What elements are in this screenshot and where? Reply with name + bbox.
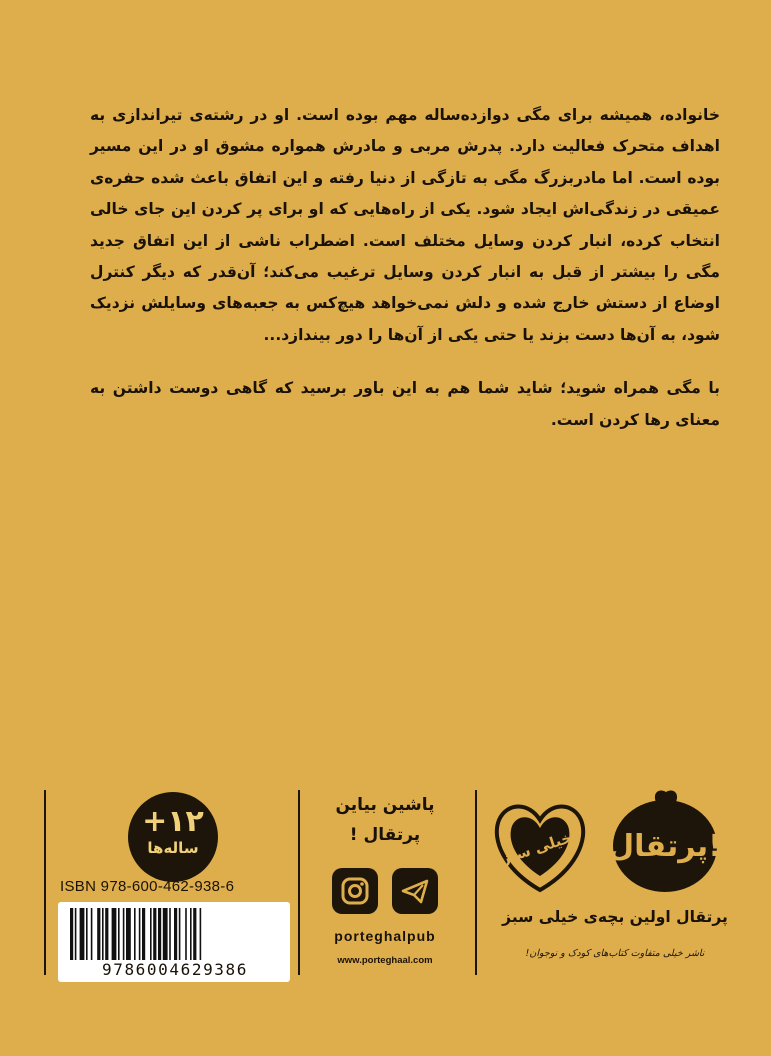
- blurb-paragraph-2: با مگی همراه شوید؛ شاید شما هم به این باور برسید که گاهی دوست داشتن به معنای رها کردن است.: [90, 379, 720, 429]
- porteghal-logo-icon: [596, 786, 734, 898]
- barcode-bar: [70, 908, 73, 960]
- khili-sabz-logo-icon: [485, 790, 595, 900]
- barcode-bar: [112, 908, 117, 960]
- divider: [44, 790, 46, 975]
- age-badge: [128, 792, 218, 882]
- barcode-bar: [150, 908, 152, 960]
- barcode-bar: [134, 908, 136, 960]
- barcode-bar: [86, 908, 88, 960]
- brand-subtagline: ناشر خیلی متفاوت کتاب‌های کودک و نوجوان!: [525, 948, 705, 959]
- barcode-bar: [190, 908, 192, 960]
- barcode-bar: [139, 908, 141, 960]
- barcode-bar: [193, 908, 196, 960]
- barcode-bar: [179, 908, 181, 960]
- barcode-bar: [105, 908, 108, 960]
- divider: [475, 790, 477, 975]
- social-title-line-1: پاشین بیاین: [335, 795, 435, 815]
- barcode-bar: [158, 908, 161, 960]
- back-cover-blurb: [90, 100, 720, 436]
- logo-text: پرتقال!: [608, 829, 722, 864]
- barcode-bar: [118, 908, 120, 960]
- telegram-icon[interactable]: [392, 868, 438, 914]
- barcode-bar: [102, 908, 104, 960]
- sublogo-text: خیلی سبز!: [498, 826, 581, 869]
- barcode-bar: [185, 908, 187, 960]
- website-link[interactable]: www.porteghaal.com: [337, 955, 433, 966]
- barcode-bar: [97, 908, 100, 960]
- barcode-bar: [174, 908, 177, 960]
- barcode-bar: [163, 908, 168, 960]
- age-number: +۱۲: [142, 804, 204, 839]
- barcode-bar: [153, 908, 156, 960]
- social-handle[interactable]: porteghalpub: [334, 928, 436, 944]
- barcode-bar: [80, 908, 85, 960]
- barcode-bar: [142, 908, 145, 960]
- barcode-bar: [169, 908, 171, 960]
- barcode-digits: 9786004629386: [64, 960, 286, 979]
- blurb-paragraph-1: خانواده، همیشه برای مگی دوازده‌ساله مهم بوده است. او در رشته‌ی تیراندازی به اهداف متحرک فعالیت دارد. پدرش مربی و مادرش همواره مشوق او در این مسیر بوده است. اما مادربزرگ مگی به تازگی از دنیا رفته و این اتفاق باعث شده حفره‌ی عمیقی در زندگی‌اش ایجاد شود. یکی از راه‌هایی که او برای پر کردن این جای خالی انتخاب کرده، انبار کردن وسایل مختلف است. اضطراب ناشی از این اتفاق جدید مگی را بیشتر از قبل به انبار کردن وسایل ترغیب می‌کند؛ آن‌قدر که دیگر کنترل اوضاع از دستش خارج شده و دلش نمی‌خواهد هیچ‌کس به جعبه‌های وسایلش نزدیک شود، به آن‌ها دست بزند یا حتی یکی از آن‌ها را دور بیندازد...: [90, 106, 720, 344]
- isbn-label: ISBN 978-600-462-938-6: [60, 878, 235, 895]
- barcode-bar: [91, 908, 93, 960]
- barcode-bar: [200, 908, 202, 960]
- barcode-bars: [70, 908, 278, 960]
- barcode-bar: [75, 908, 77, 960]
- instagram-icon[interactable]: [332, 868, 378, 914]
- social-title-line-2: پرتقال !: [349, 825, 421, 845]
- age-label: ساله‌ها: [147, 839, 199, 857]
- barcode: [58, 902, 290, 982]
- social-title: [300, 790, 470, 850]
- barcode-bar: [123, 908, 125, 960]
- barcode-bar: [126, 908, 131, 960]
- brand-tagline: پرتقال اولین بچه‌ی خیلی سبز: [502, 908, 728, 926]
